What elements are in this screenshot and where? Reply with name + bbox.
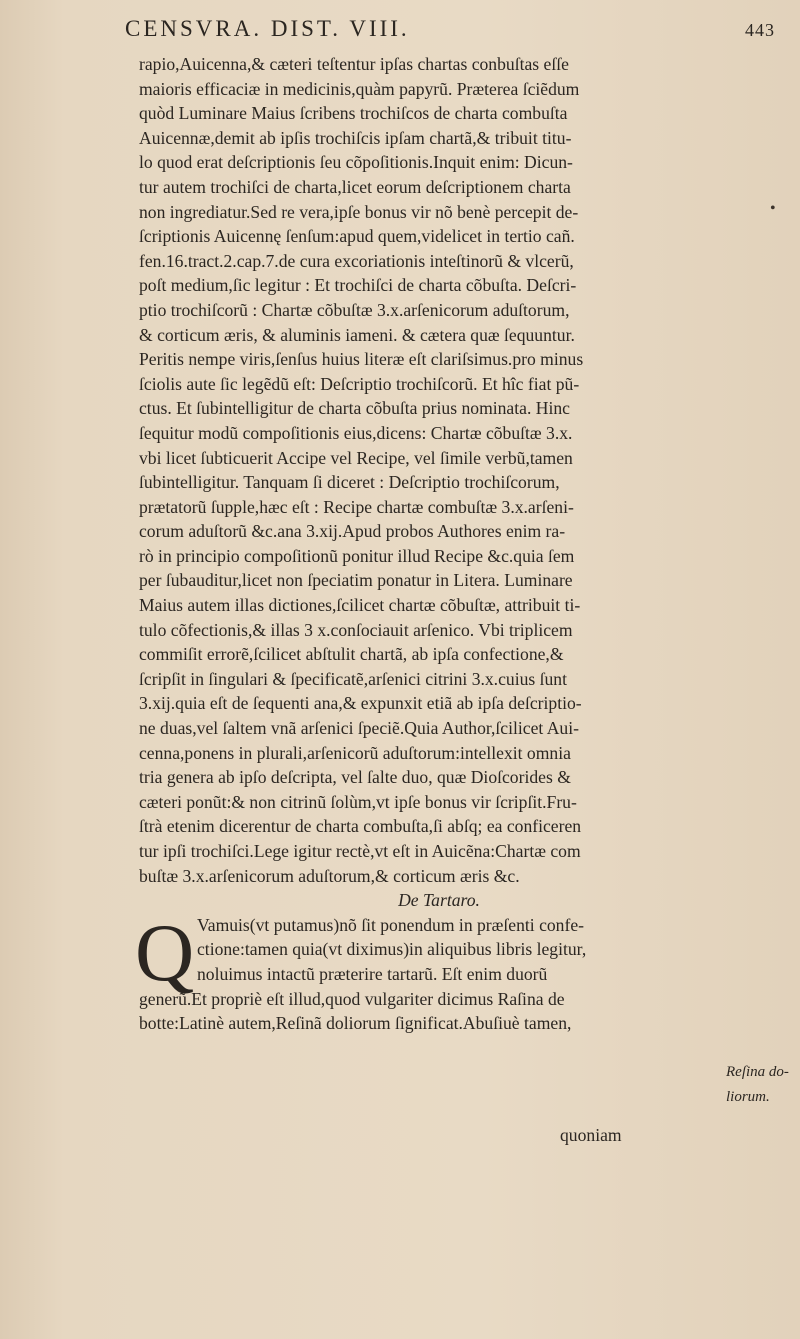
dropcap-paragraph xyxy=(135,906,739,998)
text-line: ſubintelligitur. Tanquam ſi diceret : Deſcriptio trochiſcorum, xyxy=(139,472,560,493)
main-text xyxy=(135,52,739,1036)
catchword: quoniam xyxy=(560,1125,622,1145)
text-line: prætatorũ ſupple,hæc eſt : Recipe chartæ combuſtæ 3.x.arſeni- xyxy=(139,496,574,517)
text-line: cæteri ponũt:& non citrinũ ſolùm,vt ipſe bonus vir ſcripſit.Fru- xyxy=(139,791,577,812)
text-line: vbi licet ſubticuerit Accipe vel Recipe, vel ſimile verbũ,tamen xyxy=(139,447,573,468)
text-line: rò in principio compoſitionũ ponitur illud Recipe &c.quia ſem xyxy=(139,545,575,566)
text-line: 3.xij.quia eſt de ſequenti ana,& expunxit etiã ab ipſa deſcriptio- xyxy=(139,693,582,714)
text-line: ſcriptionis Auicennę ſenſum:apud quem,videlicet in tertio cañ. xyxy=(139,226,575,247)
text-line: ſequitur modũ compoſitionis eius,dicens: Chartæ cõbuſtæ 3.x. xyxy=(139,422,573,443)
text-line: Vamuis(vt putamus)nõ ſit ponendum in præſenti confe- xyxy=(197,914,585,935)
text-line: noluimus intactũ præterire tartarũ. Eſt enim duorũ xyxy=(197,963,548,984)
page-header xyxy=(125,12,775,48)
margin-note-line: Reſina do- xyxy=(726,1064,789,1080)
dropcap-initial: Q xyxy=(135,906,195,998)
text-line: quòd Luminare Maius ſcribens trochiſcos de charta combuſta xyxy=(139,103,568,124)
margin-note-line: liorum. xyxy=(726,1088,770,1105)
text-line: tur ipſi trochiſci.Lege igitur rectè,vt eſt in Auicẽna:Chartæ com xyxy=(139,841,581,861)
text-line: ctione:tamen quia(vt diximus)in aliquibus libris legitur, xyxy=(197,939,587,960)
text-line: cenna,ponens in plurali,arſenicorũ aduſtorum:intellexit omnia xyxy=(139,742,571,763)
text-line: per ſubauditur,licet non ſpeciatim ponatur in Litera. Luminare xyxy=(139,570,573,591)
page-number: 443 xyxy=(745,20,775,40)
text-line: commiſit errorẽ,ſcilicet abſtulit chartã, ab ipſa confectione,& xyxy=(139,644,564,665)
text-line: Peritis nempe viris,ſenſus huius literæ eſt clariſsimus.pro minus xyxy=(139,349,584,370)
margin-note xyxy=(726,1060,800,1109)
text-line: ctus. Et ſubintelligitur de charta cõbuſta prius nominata. Hinc xyxy=(139,398,570,419)
text-line: tur autem trochiſci de charta,licet eorum deſcriptionem charta xyxy=(139,176,571,197)
text-line: tulo cõfectionis,& illas 3 x.conſociauit arſenico. Vbi triplicem xyxy=(139,619,573,640)
text-line: fen.16.tract.2.cap.7.de cura excoriationis inteſtinorũ & vlcerũ, xyxy=(139,250,574,271)
text-line: corum aduſtorũ &c.ana 3.xij.Apud probos Authores enim ra- xyxy=(139,521,566,542)
text-line: ne duas,vel ſaltem vnã arſenici ſpeciẽ.Quia Author,ſcilicet Aui- xyxy=(139,718,579,739)
text-line: non ingrediatur.Sed re vera,ipſe bonus vir nõ benè percepit de- xyxy=(139,201,579,222)
section-heading xyxy=(139,888,739,913)
text-line: ſtrà etenim dicerentur de charta combuſta,ſi abſq; ea conficeren xyxy=(139,816,582,837)
text-line: tria genera ab ipſo deſcripta, vel ſalte duo, quæ Dioſcorides & xyxy=(139,767,571,788)
text-line: buſtæ 3.x.arſenicorum aduſtorum,& corticum æris &c. xyxy=(139,865,520,886)
text-line: & corticum æris, & aluminis iameni. & cætera quæ ſequuntur. xyxy=(139,324,575,345)
section-heading-text: De Tartaro. xyxy=(398,890,480,911)
text-line: ſcripſit in ſingulari & ſpecificatẽ,arſenici citrini 3.x.cuius ſunt xyxy=(139,668,567,689)
text-line: Maius autem illas dictiones,ſcilicet chartæ cõbuſtæ, attribuit ti- xyxy=(139,595,581,616)
text-line: maioris efficaciæ in medicinis,quàm papyrũ. Præterea ſciẽdum xyxy=(139,78,580,99)
ink-speck-icon: • xyxy=(770,200,776,217)
text-line: ptio trochiſcorũ : Chartæ cõbuſtæ 3.x.arſenicorum aduſtorum, xyxy=(139,299,570,320)
text-line: generũ.Et propriè eſt illud,quod vulgariter dicimus Raſina de xyxy=(139,988,565,1009)
running-title: CENSVRA. DIST. VIII. xyxy=(125,16,410,41)
text-line: Auicennæ,demit ab ipſis trochiſcis ipſam chartã,& tribuit titu- xyxy=(139,127,572,148)
text-line: lo quod erat deſcriptionis ſeu cõpoſitionis.Inquit enim: Dicun- xyxy=(139,152,573,173)
text-line: botte:Latinè autem,Reſinã doliorum ſignificat.Abuſiuè tamen, xyxy=(139,1013,572,1034)
text-line: rapio,Auicenna,& cæteri teſtentur ipſas chartas conbuſtas eſſe xyxy=(139,54,569,74)
text-line: poſt medium,ſic legitur : Et trochiſci de charta cõbuſta. Deſcri- xyxy=(139,275,577,296)
text-line: ſciolis aute ſic legẽdũ eſt: Deſcriptio trochiſcorũ. Et hîc fiat pũ- xyxy=(139,373,580,394)
